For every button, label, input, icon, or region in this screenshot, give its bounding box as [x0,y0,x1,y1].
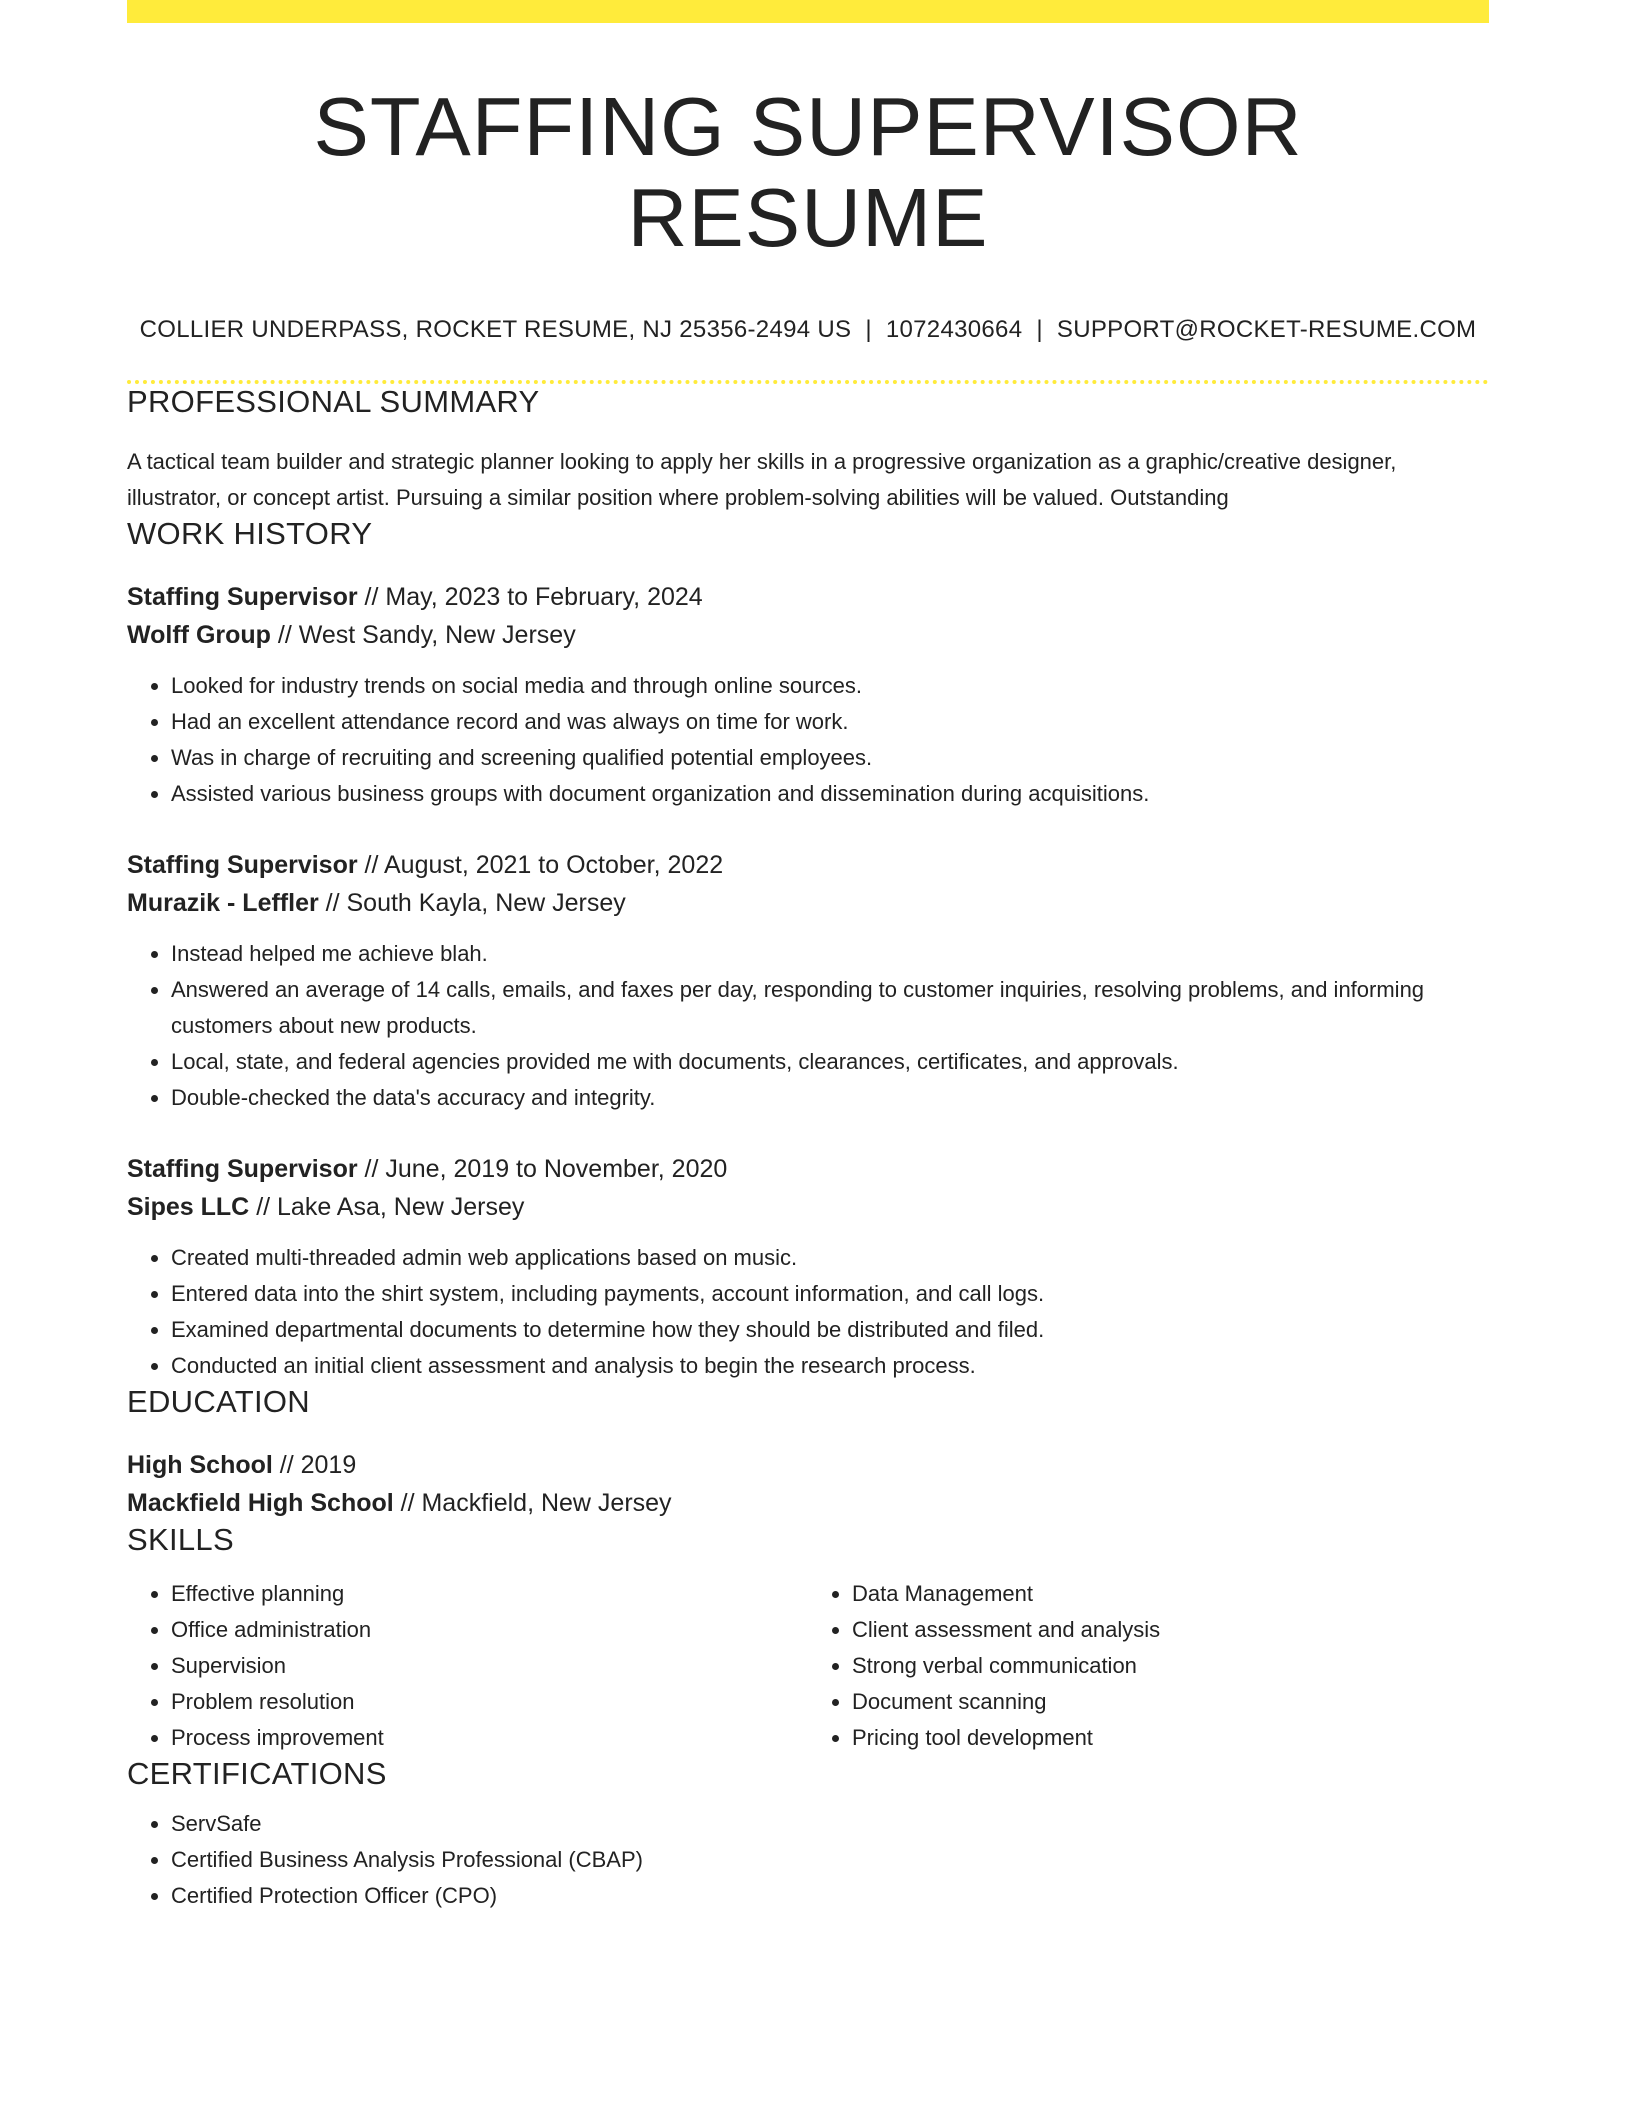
list-item: • Pricing tool development [852,1720,1489,1756]
list-item: • Process improvement [171,1720,808,1756]
list-item: • Strong verbal communication [852,1648,1489,1684]
job-location: // West Sandy, New Jersey [270,620,576,649]
education-degree: High School [127,1450,273,1479]
job-title-line [127,578,1489,616]
contact-email: SUPPORT@ROCKET-RESUME.COM [1056,315,1477,343]
job-company-line [127,884,1489,922]
contact-separator: | [1036,315,1043,343]
job-entry [127,578,1489,812]
job-title: Staffing Supervisor [127,850,358,879]
job-company: Murazik - Leffler [127,888,319,917]
summary-heading: PROFESSIONAL SUMMARY [127,383,540,419]
contact-phone: 1072430664 [885,315,1023,343]
education-heading: EDUCATION [127,1383,310,1419]
list-item: • Document scanning [852,1684,1489,1720]
list-item: • Assisted various business groups with document organization and dissemination during acquisitions. [171,776,1489,812]
skills-grid [127,1576,1489,1756]
resume-page [127,0,1489,1914]
job-dates: // May, 2023 to February, 2024 [357,582,703,611]
page-title: STAFFING SUPERVISOR RESUME [313,80,1303,265]
job-dates: // August, 2021 to October, 2022 [357,850,724,879]
list-item: • Examined departmental documents to determine how they should be distributed and filed. [171,1312,1489,1348]
contact-separator: | [865,315,872,343]
summary-text: A tactical team builder and strategic planner looking to apply her skills in a progressive organization as a graphic/creative designer, illustrator, or concept artist. Pursuing a similar position where problem-solving abilities will be valued. Outstanding [127,448,1397,510]
job-company-line [127,616,1489,654]
job-title-line [127,1150,1489,1188]
job-company-line [127,1188,1489,1226]
job-title: Staffing Supervisor [127,1154,358,1183]
job-bullets [127,936,1489,1116]
list-item: • Certified Business Analysis Professional (CBAP) [171,1842,1489,1878]
list-item: • Had an excellent attendance record and was always on time for work. [171,704,1489,740]
certifications-heading: CERTIFICATIONS [127,1755,387,1791]
job-title-line [127,846,1489,884]
top-accent-bar [127,0,1489,23]
list-item: • Certified Protection Officer (CPO) [171,1878,1489,1914]
job-entry [127,1150,1489,1384]
list-item: • Instead helped me achieve blah. [171,936,1489,972]
work-history-heading: WORK HISTORY [127,515,373,551]
job-entry [127,846,1489,1116]
job-company: Sipes LLC [127,1192,250,1221]
list-item: • Answered an average of 14 calls, emails, and faxes per day, responding to customer inquiries, resolving problems, and informing customers about new products. [171,972,1489,1044]
education-entry [127,1446,1489,1522]
list-item: • Looked for industry trends on social media and through online sources. [171,668,1489,704]
job-company: Wolff Group [127,620,271,649]
list-item: • Supervision [171,1648,808,1684]
list-item: • Data Management [852,1576,1489,1612]
job-location: // South Kayla, New Jersey [318,888,626,917]
job-bullets [127,1240,1489,1384]
contact-address: COLLIER UNDERPASS, ROCKET RESUME, NJ 25356-2494 US [139,315,852,343]
list-item: • Client assessment and analysis [852,1612,1489,1648]
list-item: • Entered data into the shirt system, including payments, account information, and call logs. [171,1276,1489,1312]
education-school: Mackfield High School [127,1488,394,1517]
contact-line [127,316,1489,344]
education-school-line [127,1484,1489,1522]
job-title: Staffing Supervisor [127,582,358,611]
list-item: • Double-checked the data's accuracy and integrity. [171,1080,1489,1116]
education-year: // 2019 [272,1450,357,1479]
skills-heading: SKILLS [127,1521,234,1557]
list-item: • Conducted an initial client assessment and analysis to begin the research process. [171,1348,1489,1384]
list-item: • Created multi-threaded admin web applications based on music. [171,1240,1489,1276]
list-item: • Office administration [171,1612,808,1648]
certifications-list [127,1806,1489,1914]
list-item: • Local, state, and federal agencies provided me with documents, clearances, certificates, and approvals. [171,1044,1489,1080]
job-location: // Lake Asa, New Jersey [249,1192,525,1221]
job-dates: // June, 2019 to November, 2020 [357,1154,728,1183]
list-item: • ServSafe [171,1806,1489,1842]
list-item: • Effective planning [171,1576,808,1612]
list-item: • Was in charge of recruiting and screening qualified potential employees. [171,740,1489,776]
skills-list-left [127,1576,808,1756]
job-bullets [127,668,1489,812]
education-degree-line [127,1446,1489,1484]
skills-list-right [808,1576,1489,1756]
list-item: • Problem resolution [171,1684,808,1720]
education-location: // Mackfield, New Jersey [393,1488,672,1517]
